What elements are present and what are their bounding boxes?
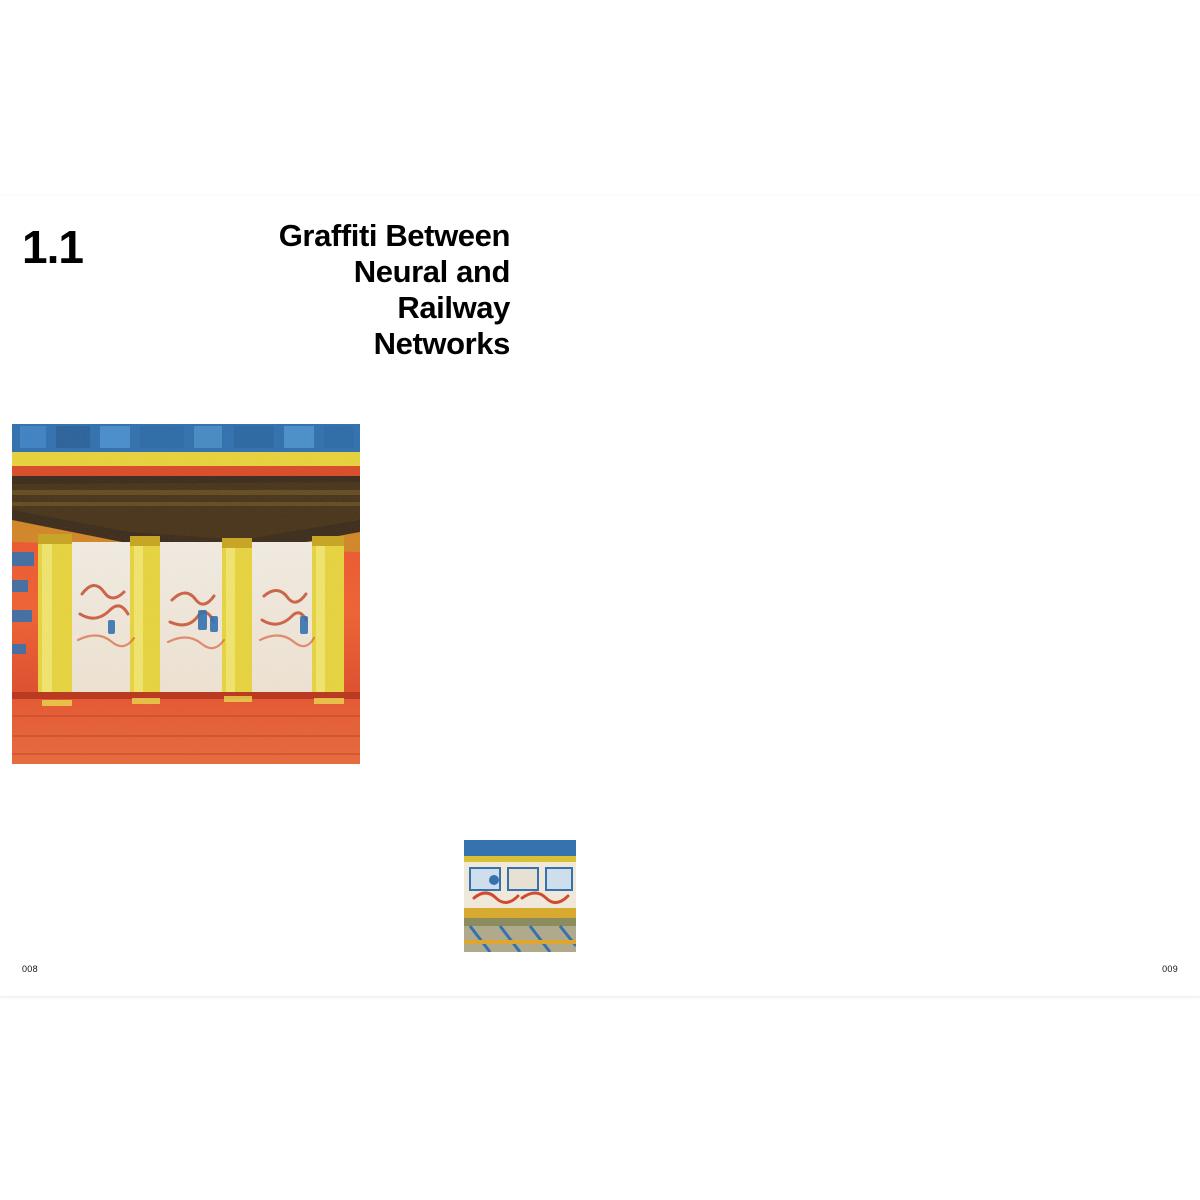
graffiti-train-image-graphic [464, 840, 576, 952]
graffiti-station-image-graphic [12, 424, 360, 764]
folio-left: 008 [22, 964, 38, 974]
title-line-2: Neural and [353, 253, 510, 289]
title-line-3: Railway [397, 289, 510, 325]
book-spread [0, 196, 1200, 996]
graffiti-train-image [464, 840, 576, 952]
page-left [0, 196, 600, 996]
folio-right: 009 [1162, 964, 1178, 974]
graffiti-station-image [12, 424, 360, 764]
title-line-4: Networks [373, 325, 510, 361]
page-right [600, 196, 1200, 996]
title-line-1: Graffiti Between [278, 218, 510, 253]
chapter-number: 1.1 [22, 221, 83, 273]
page-title [180, 218, 510, 362]
